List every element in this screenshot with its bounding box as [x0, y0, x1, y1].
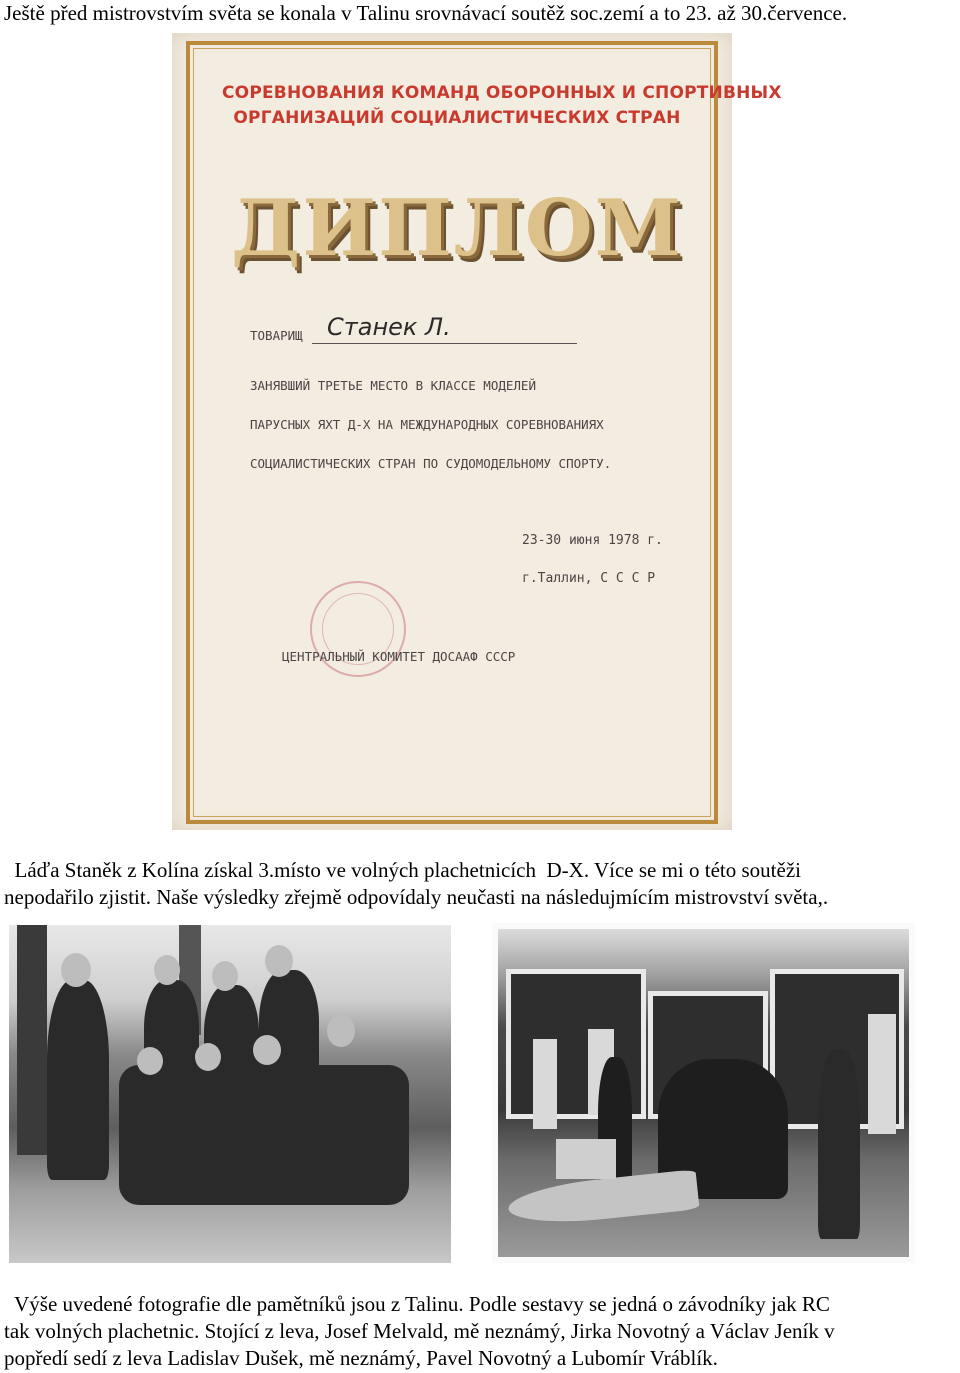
- person-head: [327, 1015, 355, 1047]
- person-head: [195, 1043, 221, 1071]
- diploma-comrade-label: ТОВАРИЩ: [250, 328, 303, 343]
- caption-line1: Výše uvedené fotografie dle pamětníků jsou z Talinu. Podle sestavy se jedná o závodníky jak RC: [4, 1292, 830, 1316]
- diploma-title: ДИПЛОМ: [231, 183, 683, 274]
- boathouse-photo: [492, 923, 915, 1263]
- intro-paragraph: [4, 0, 956, 27]
- result-line1: Láďa Staněk z Kolína získal 3.místo ve volných plachetnicích D-X. Více se mi o této soutěži: [4, 858, 801, 882]
- diploma-frame: [186, 41, 782, 824]
- diploma-org-line2: ОРГАНИЗАЦИЙ СОЦИАЛИСТИЧЕСКИХ СТРАН: [233, 108, 681, 128]
- caption-line3: popředí sedí z leva Ladislav Dušek, mě neznámý, Pavel Novotný a Lubomír Vráblík.: [4, 1346, 718, 1370]
- person-head: [61, 953, 91, 987]
- diploma-photo: [172, 33, 782, 830]
- person-head: [253, 1035, 281, 1065]
- person-head: [137, 1047, 163, 1075]
- standing-person: [818, 1049, 860, 1239]
- diploma-city: г.Таллин, С С С Р: [522, 571, 656, 586]
- result-line2: nepodařilo zjistit. Naše výsledky zřejmě odpovídaly neučasti na následujmícím mistrovství světa,.: [4, 885, 829, 909]
- person-head: [154, 955, 180, 985]
- diploma-text-line2: ПАРУСНЫХ ЯХТ Д-Х НА МЕЖДУНАРОДНЫХ СОРЕВНОВАНИЯХ: [250, 417, 604, 432]
- caption-paragraph: [4, 1291, 956, 1372]
- intro-text: Ještě před mistrovstvím světa se konala v Talinu srovnávací soutěž soc.zemí a to 23. až 30.července.: [4, 1, 848, 25]
- team-photo-group: [9, 925, 451, 1263]
- caption-line2: tak volných plachetnic. Stojící z leva, Josef Melvald, mě neznámý, Jirka Novotný a Václav Jeník v: [4, 1319, 835, 1343]
- standing-person: [47, 980, 109, 1180]
- diploma-committee: ЦЕНТРАЛЬНЫЙ КОМИТЕТ ДОСААФ СССР: [282, 649, 516, 664]
- diploma-text-line1: ЗАНЯВШИЙ ТРЕТЬЕ МЕСТО В КЛАССЕ МОДЕЛЕЙ: [250, 378, 536, 393]
- diploma-name-underline: [312, 343, 577, 344]
- person-head: [212, 961, 238, 991]
- result-paragraph: [4, 857, 956, 911]
- hut-door: [533, 1039, 557, 1129]
- hut-door: [868, 1014, 896, 1134]
- tree-trunk: [17, 925, 47, 1155]
- person-head: [265, 945, 293, 977]
- diploma-org-line1: СОРЕВНОВАНИЯ КОМАНД ОБОРОННЫХ И СПОРТИВНЫХ: [222, 83, 782, 103]
- diploma-date: 23-30 июня 1978 г.: [522, 533, 663, 548]
- diploma-recipient-name: Станек Л.: [327, 313, 451, 341]
- diploma-text-line3: СОЦИАЛИСТИЧЕСКИХ СТРАН ПО СУДОМОДЕЛЬНОМУ СПОРТУ.: [250, 456, 612, 471]
- wooden-box: [556, 1139, 616, 1179]
- seated-people: [119, 1065, 409, 1205]
